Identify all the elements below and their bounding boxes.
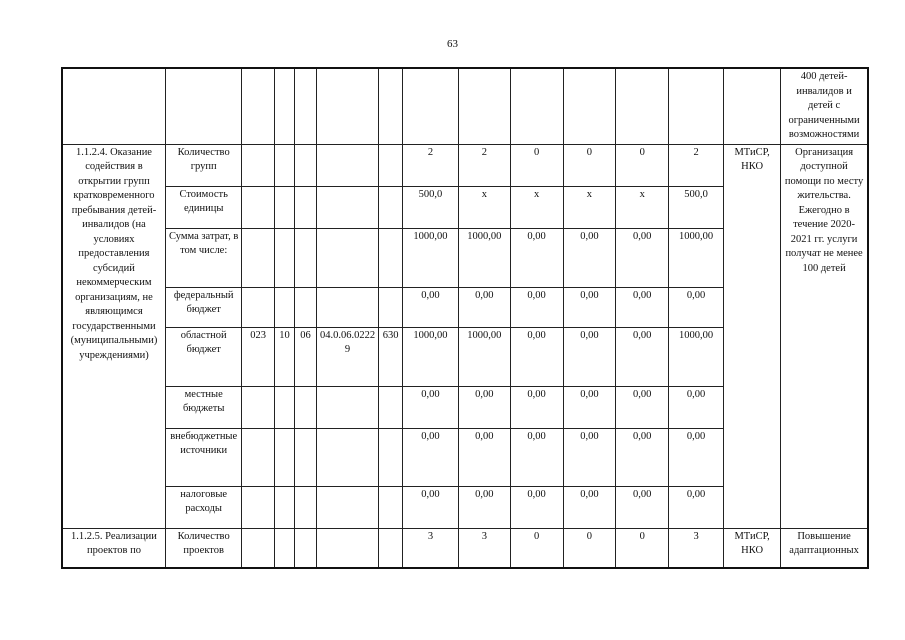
value-cell: 2 — [458, 144, 510, 186]
page-number: 63 — [447, 38, 458, 50]
value-cell: 0,00 — [510, 327, 563, 386]
value-cell: 0 — [563, 144, 616, 186]
value-cell: 1000,00 — [458, 228, 510, 287]
value-cell: 0,00 — [402, 386, 458, 428]
value-cell: х — [510, 186, 563, 228]
executor-cell: МТиСР, НКО — [724, 144, 781, 528]
value-cell: 0 — [616, 528, 669, 568]
value-cell: 0,00 — [563, 486, 616, 528]
value-cell: 3 — [402, 528, 458, 568]
value-cell: 1000,00 — [669, 228, 724, 287]
value-cell: 1000,00 — [402, 327, 458, 386]
value-cell: 0,00 — [669, 287, 724, 327]
value-cell: 500,0 — [669, 186, 724, 228]
value-cell: 0,00 — [616, 228, 669, 287]
indicator-label: внебюджетные источники — [165, 428, 242, 486]
value-cell: 0,00 — [616, 327, 669, 386]
value-cell: х — [458, 186, 510, 228]
measure-name-cell: 1.1.2.4. Оказание содействия в открытии групп кратковременного пребывания детей-инвалидов (на условиях предоставления субсидий некоммерческим организациям, не являющимся государственными (муниципальными) учреждениями) — [62, 144, 165, 528]
value-cell: 0,00 — [510, 386, 563, 428]
value-cell: 0,00 — [458, 428, 510, 486]
value-cell: 3 — [458, 528, 510, 568]
indicator-label: областной бюджет — [165, 327, 242, 386]
value-cell: 0,00 — [669, 428, 724, 486]
value-cell: 1000,00 — [669, 327, 724, 386]
name-cell — [62, 68, 165, 144]
value-cell: 0,00 — [616, 287, 669, 327]
value-cell: 0 — [563, 528, 616, 568]
value-cell: 0,00 — [510, 428, 563, 486]
code-grbs: 023 — [242, 327, 274, 386]
value-cell: 500,0 — [402, 186, 458, 228]
table-row — [62, 528, 868, 568]
indicator-label: местные бюджеты — [165, 386, 242, 428]
value-cell: 0,00 — [510, 287, 563, 327]
indicator-label: Стоимость единицы — [165, 186, 242, 228]
value-cell: 0,00 — [402, 486, 458, 528]
value-cell: 2 — [669, 144, 724, 186]
value-cell: х — [616, 186, 669, 228]
value-cell: 0,00 — [510, 228, 563, 287]
result-cell: Организация доступной помощи по месту жительства. Ежегодно в течение 2020-2021 гг. услуги получат не менее 100 детей — [781, 144, 868, 528]
indicator-label: федеральный бюджет — [165, 287, 242, 327]
code-pr: 06 — [295, 327, 317, 386]
value-cell: 0,00 — [616, 428, 669, 486]
value-cell: 0,00 — [458, 386, 510, 428]
value-cell: 0 — [510, 528, 563, 568]
value-cell: 1000,00 — [402, 228, 458, 287]
value-cell: 0,00 — [563, 287, 616, 327]
indicator-label: Сумма затрат, в том числе: — [165, 228, 242, 287]
executor-cell: МТиСР, НКО — [724, 528, 781, 568]
result-cell: 400 детей-инвалидов и детей с ограниченными возможностями — [781, 68, 868, 144]
code-rz: 10 — [274, 327, 294, 386]
value-cell: 0 — [510, 144, 563, 186]
value-cell: 0,00 — [510, 486, 563, 528]
value-cell: 2 — [402, 144, 458, 186]
value-cell: 1000,00 — [458, 327, 510, 386]
value-cell: 0,00 — [616, 386, 669, 428]
code-vr: 630 — [379, 327, 403, 386]
code-csr: 04.0.06.02229 — [316, 327, 378, 386]
value-cell: 0,00 — [458, 287, 510, 327]
value-cell: 0,00 — [402, 428, 458, 486]
table-row — [62, 144, 868, 186]
value-cell: 0,00 — [563, 386, 616, 428]
value-cell: х — [563, 186, 616, 228]
value-cell: 0,00 — [458, 486, 510, 528]
value-cell: 3 — [669, 528, 724, 568]
result-cell: Повышение адаптационных — [781, 528, 868, 568]
indicator-label: налоговые расходы — [165, 486, 242, 528]
value-cell: 0 — [616, 144, 669, 186]
value-cell: 0,00 — [563, 228, 616, 287]
continuation-row — [62, 68, 868, 144]
value-cell: 0,00 — [563, 428, 616, 486]
indicator-label: Количество проектов — [165, 528, 242, 568]
value-cell: 0,00 — [669, 486, 724, 528]
measure-name-cell: 1.1.2.5. Реализации проектов по — [62, 528, 165, 568]
value-cell: 0,00 — [616, 486, 669, 528]
value-cell: 0,00 — [563, 327, 616, 386]
value-cell: 0,00 — [669, 386, 724, 428]
indicator-label: Количество групп — [165, 144, 242, 186]
program-measures-table — [61, 67, 869, 569]
value-cell: 0,00 — [402, 287, 458, 327]
